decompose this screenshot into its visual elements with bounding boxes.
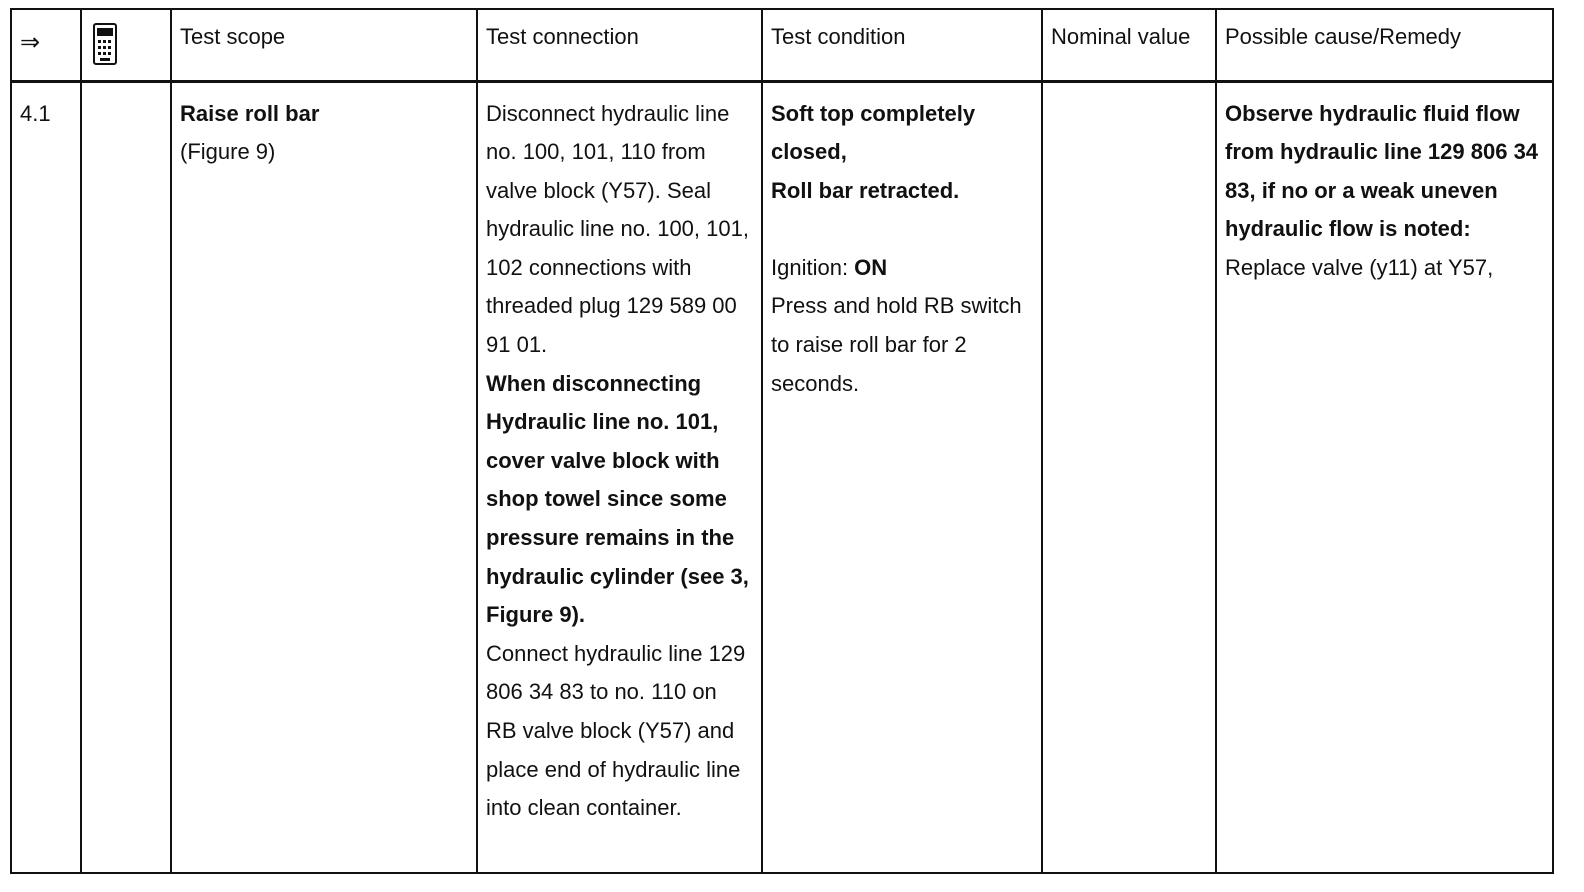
tester-device-icon bbox=[92, 22, 118, 72]
condition-instruction: Press and hold RB switch to raise roll bar for 2 seconds. bbox=[771, 293, 1022, 396]
table-row bbox=[11, 81, 1553, 873]
remedy-cell bbox=[1216, 81, 1553, 873]
connection-warning: When disconnecting Hydraulic line no. 101, cover valve block with shop towel since some pressure remains in the hydraulic cylinder (see 3, Figure 9). bbox=[486, 370, 749, 628]
scope-title: Raise roll bar bbox=[180, 100, 320, 126]
step-number: 4.1 bbox=[11, 81, 81, 873]
test-condition-cell bbox=[762, 81, 1042, 873]
condition-roll-bar: Roll bar retracted. bbox=[771, 177, 960, 203]
test-scope-cell bbox=[171, 81, 477, 873]
nominal-value-header: Nominal value bbox=[1042, 9, 1216, 81]
condition-ignition bbox=[771, 249, 1033, 288]
remedy-observation: Observe hydraulic fluid flow from hydraulic line 129 806 34 83, if no or a weak uneven hydraulic flow is noted: bbox=[1225, 100, 1539, 242]
connection-step-1: Disconnect hydraulic line no. 100, 101, 110 from valve block (Y57). Seal hydraulic line no. 100, 101, 102 connections with threaded plug 129 589 00 91 01. bbox=[486, 100, 749, 358]
test-connection-header: Test connection bbox=[477, 9, 762, 81]
tester-header bbox=[81, 9, 171, 81]
test-scope-header: Test scope bbox=[171, 9, 477, 81]
nominal-value-cell bbox=[1042, 81, 1216, 873]
possible-cause-header: Possible cause/Remedy bbox=[1216, 9, 1553, 81]
arrow-header: ⇒ bbox=[11, 9, 81, 81]
test-connection-cell bbox=[477, 81, 762, 873]
scope-figure-ref: (Figure 9) bbox=[180, 139, 276, 165]
connection-step-2: Connect hydraulic line 129 806 34 83 to no. 110 on RB valve block (Y57) and place end of hydraulic line into clean container. bbox=[486, 640, 746, 821]
table-header-row bbox=[11, 9, 1553, 81]
remedy-action: Replace valve (y11) at Y57, bbox=[1225, 254, 1494, 280]
ignition-label: Ignition: bbox=[771, 254, 855, 280]
condition-soft-top: Soft top completely closed, bbox=[771, 100, 976, 165]
tester-cell bbox=[81, 81, 171, 873]
test-condition-header: Test condition bbox=[762, 9, 1042, 81]
test-table bbox=[10, 8, 1554, 874]
ignition-value: ON bbox=[854, 254, 888, 280]
test-procedure-sheet bbox=[10, 8, 1552, 876]
